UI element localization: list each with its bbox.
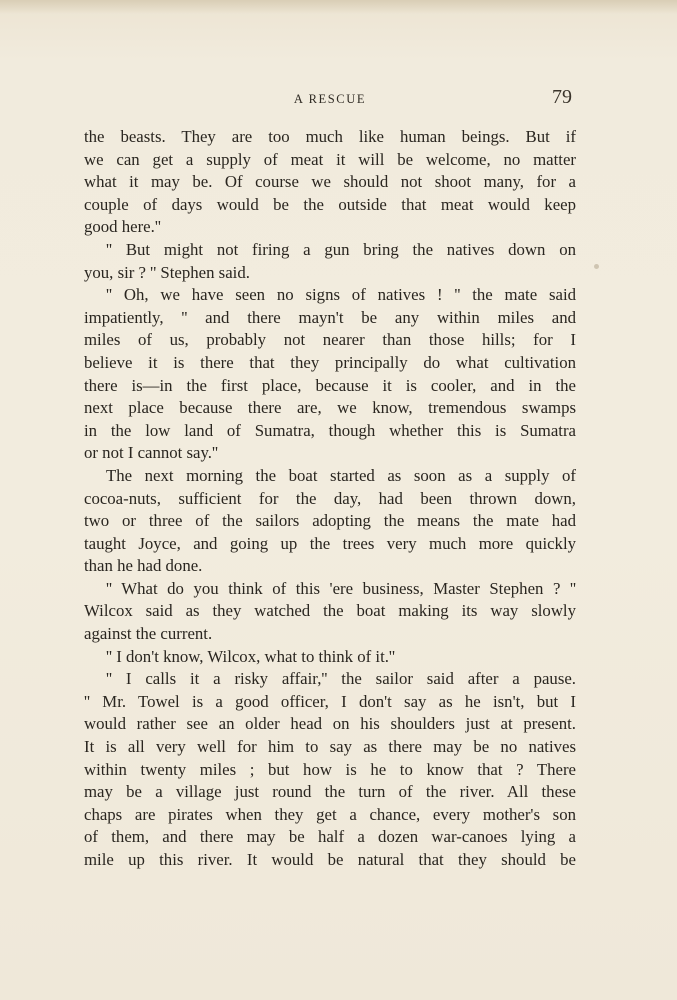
page-header <box>84 86 576 112</box>
text-line: '' I don't know, Wilcox, what to think of it.'' <box>106 646 395 666</box>
text-line: couple of days would be the outside that meat would keep <box>84 194 576 214</box>
text-line: of them, and there may be half a dozen war-canoes lying a <box>84 827 576 847</box>
text-line: two or three of the sailors adopting the means the mate had <box>84 511 576 531</box>
text-line: the beasts. They are too much like human beings. But if <box>84 127 576 146</box>
text-line: taught Joyce, and going up the trees very much more quickly <box>84 533 576 553</box>
text-line: would rather see an older head on his shoulders just at present. <box>84 714 576 734</box>
text-line: mile up this river. It would be natural that they should be <box>84 850 576 869</box>
text-line: The next morning the boat started as soon as a supply of <box>106 465 576 485</box>
body-text <box>84 126 576 872</box>
text-line: '' Oh, we have seen no signs of natives ! '' the mate said <box>106 285 576 305</box>
running-head: A RESCUE <box>293 92 367 106</box>
text-line: may be a village just round the turn of the river. All these <box>84 782 576 802</box>
text-line: good here.'' <box>84 217 161 237</box>
text-line: we can get a supply of meat it will be welcome, no matter <box>84 149 576 169</box>
text-line: what it may be. Of course we should not shoot many, for a <box>84 172 576 192</box>
text-line: in the low land of Sumatra, though whether this is Sumatra <box>84 420 576 440</box>
text-line: Wilcox said as they watched the boat making its way slowly <box>84 601 576 621</box>
text-line: or not I cannot say.'' <box>84 443 219 463</box>
text-line: miles of us, probably not nearer than those hills; for I <box>84 330 576 350</box>
text-line: '' What do you think of this 'ere business, Master Stephen ? '' <box>106 578 576 598</box>
text-line: '' I calls it a risky affair,'' the sailor said after a pause. <box>106 669 576 689</box>
text-line: believe it is there that they principally do what cultivation <box>84 352 576 372</box>
text-line: It is all very well for him to say as there may be no natives <box>84 737 576 757</box>
text-line: within twenty miles ; but how is he to know that ? There <box>84 759 576 779</box>
text-line: '' Mr. Towel is a good officer, I don't say as he isn't, but I <box>84 691 576 711</box>
page-top-shadow <box>0 0 677 14</box>
text-line: you, sir ? '' Stephen said. <box>84 262 250 282</box>
text-line: impatiently, '' and there mayn't be any within miles and <box>84 307 576 327</box>
text-line: there is—in the first place, because it is cooler, and in the <box>84 375 576 395</box>
text-line: than he had done. <box>84 556 203 576</box>
text-line: '' But might not firing a gun bring the natives down on <box>106 239 576 259</box>
text-line: cocoa-nuts, sufficient for the day, had been thrown down, <box>84 488 576 508</box>
text-line: next place because there are, we know, tremendous swamps <box>84 398 576 418</box>
text-line: chaps are pirates when they get a chance, every mother's son <box>84 804 576 824</box>
paper-speck <box>594 264 599 269</box>
text-line: against the current. <box>84 624 213 644</box>
page-number: 79 <box>552 86 572 108</box>
